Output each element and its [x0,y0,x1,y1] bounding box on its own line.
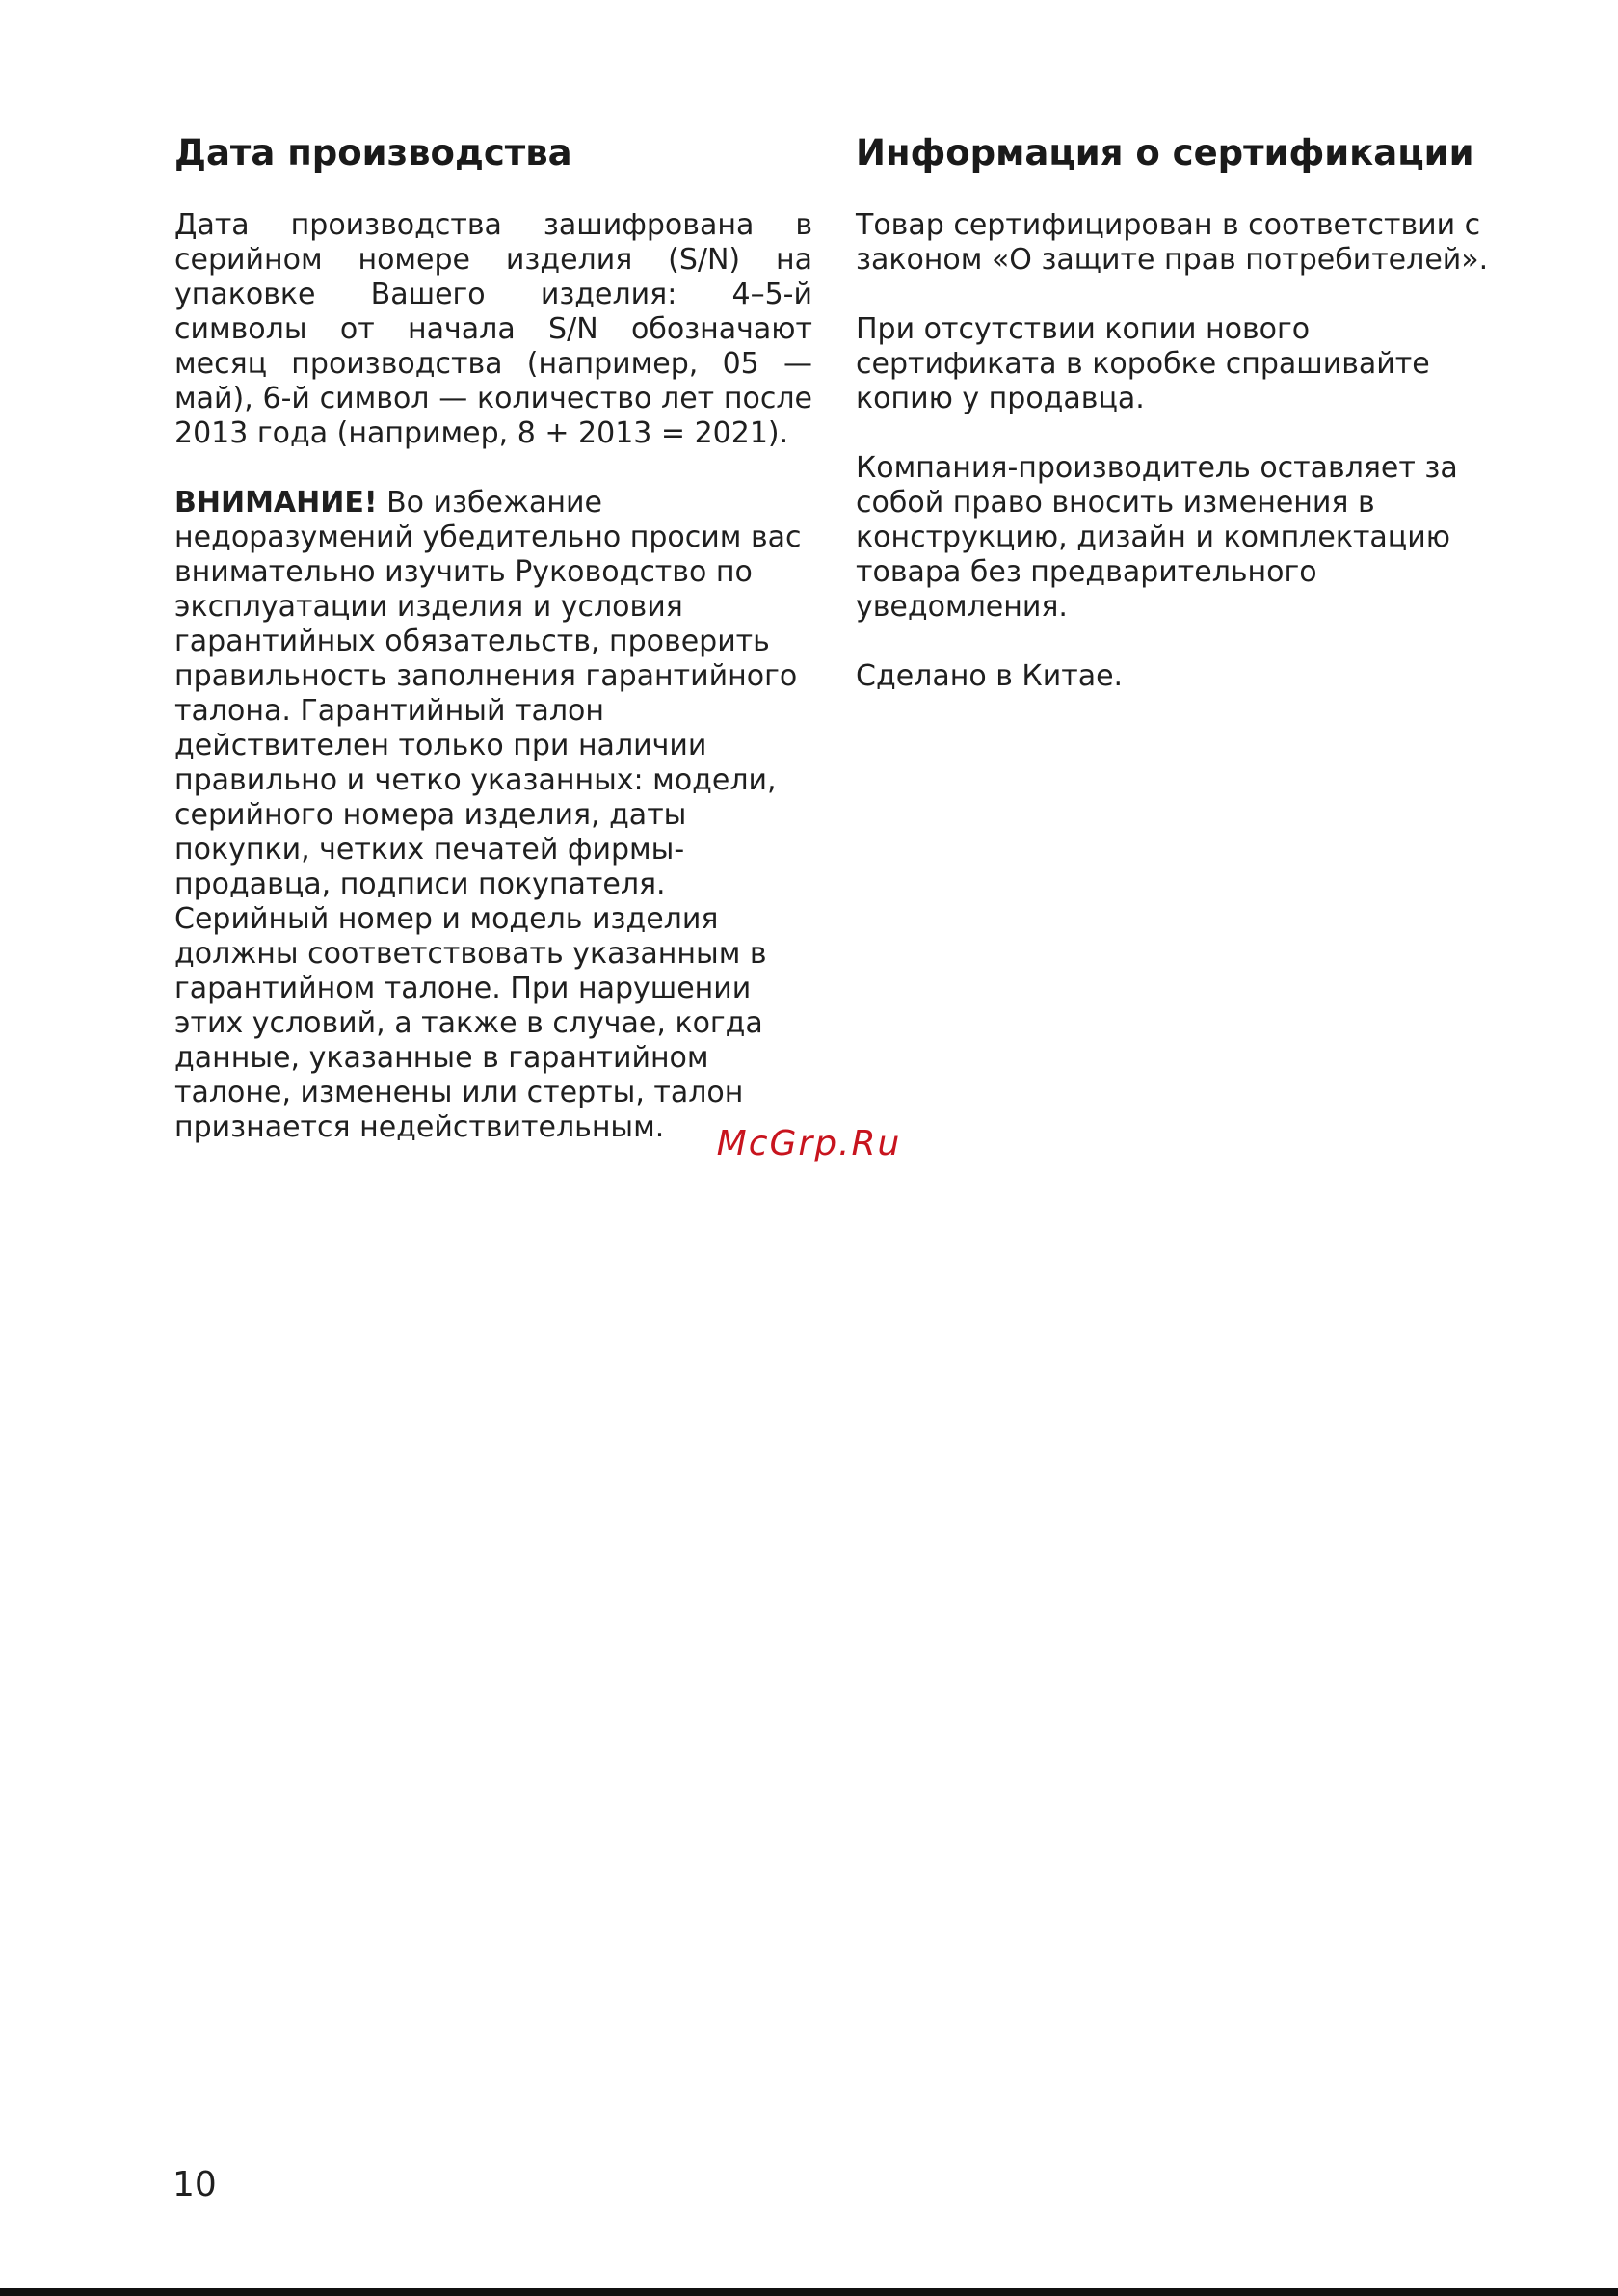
production-date-paragraph: Дата производства зашифрована в серийном номере изделия (S/N) на упаковке Вашего изделия: 4–5-й символы от начала S/N обозначают месяц производства (например, 05 — май), 6-й символ — количество лет после 2013 года (например, 8 + 2013 = 2021). [174,208,812,450]
page-number: 10 [172,2165,217,2204]
bottom-divider [0,2288,1618,2296]
certification-paragraph-1: Товар сертифицирован в соответствии с законом «О защите прав потребителей». [856,208,1489,277]
warning-paragraph [174,486,812,1145]
certification-paragraph-3: Компания-производитель оставляет за собой право вносить изменения в конструкцию, дизайн и комплектацию товара без предварительного уведомления. [856,451,1458,624]
made-in-paragraph: Сделано в Китае. [856,659,1124,693]
certification-title: Информация о сертификации [856,132,1474,174]
warning-label: ВНИМАНИЕ! [174,486,378,520]
right-column [856,131,1501,729]
production-date-title: Дата производства [174,132,572,174]
certification-paragraph-2: При отсутствии копии нового сертификата в коробке спрашивайте копию у продавца. [856,312,1430,415]
left-column [174,131,812,1180]
watermark-link[interactable]: McGrp.Ru [716,1124,902,1163]
warning-text: Во избежание недоразумений убедительно просим вас внимательно изучить Руководство по эксплуатации изделия и условия гарантийных обязательств, проверить правильность заполнения гарантийного талона. Гарантийный талон действителен только при наличии правильно и четко указанных: модели, серийного номера изделия, даты покупки, четких печатей фирмы-продавца, подписи покупателя. Серийный номер и модель изделия должны соответствовать указанным в гарантийном талоне. При нарушении этих условий, а также в случае, когда данные, указанные в гарантийном талоне, изменены или стерты, талон признается недействительным. [174,486,802,1144]
